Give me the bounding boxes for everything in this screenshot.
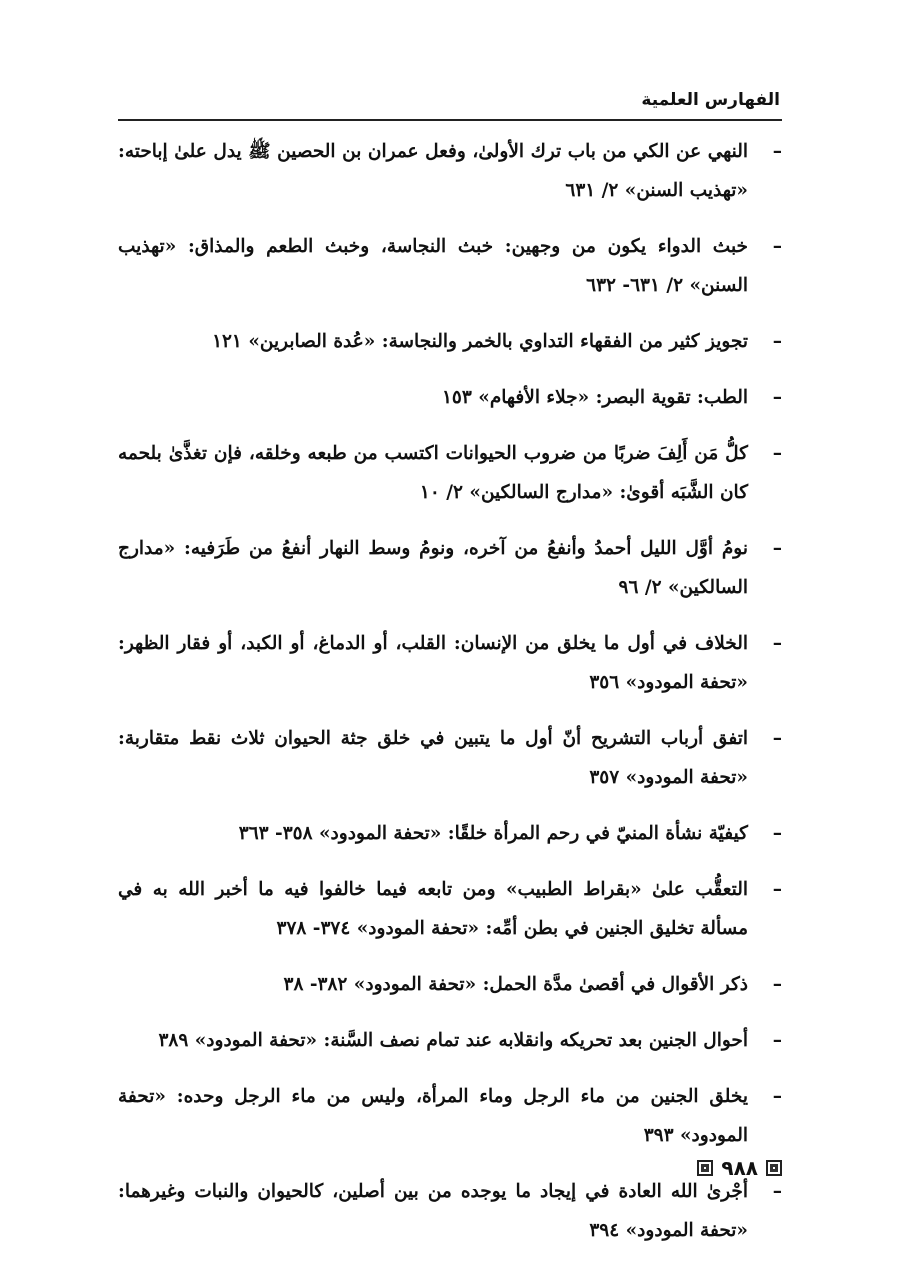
entry-dash: – xyxy=(772,633,782,654)
header-rule xyxy=(118,119,782,121)
entry-text: ذكر الأقوال في أقصىٰ مدَّة الحمل: «تحفة المودود» ٣٨٢- ٣٨ xyxy=(283,974,748,995)
index-entry xyxy=(118,227,782,305)
index-entry xyxy=(118,529,782,607)
running-head-title: الفهارس العلمية xyxy=(641,90,780,110)
index-entry xyxy=(118,322,782,361)
entry-dash: – xyxy=(772,141,782,162)
entry-text: اتفق أرباب التشريح أنّ أول ما يتبين في خلق جثة الحيوان ثلاث نقط متقاربة: «تحفة المودود» ٣٥٧ xyxy=(118,728,748,788)
entry-text: النهي عن الكي من باب ترك الأولىٰ، وفعل عمران بن الحصين ﷺ يدل علىٰ إباحته: «تهذيب السنن» ٢/ ٦٣١ xyxy=(118,141,749,201)
entry-text: تجويز كثير من الفقهاء التداوي بالخمر والنجاسة: «عُدة الصابرين» ١٢١ xyxy=(212,331,748,352)
ornament-icon xyxy=(697,1160,713,1176)
entry-dash: – xyxy=(772,387,782,408)
entry-dash: – xyxy=(772,728,782,749)
index-entry xyxy=(118,1077,782,1155)
entry-text: كلُّ مَن أَلِفَ ضربًا من ضروب الحيوانات اكتسب من طبعه وخلقه، فإن تغذَّىٰ بلحمه كان الشَّبَه أقوىٰ: «مدارج السالكين» ٢/ ١٠ xyxy=(118,443,748,503)
page-footer xyxy=(697,1156,782,1180)
index-entry xyxy=(118,378,782,417)
index-entry xyxy=(118,1172,782,1250)
entry-dash: – xyxy=(772,879,782,900)
entry-text: نومُ أوَّل الليل أحمدُ وأنفعُ من آخره، ونومُ وسط النهار أنفعُ من طَرَفيه: «مدارج السالكين» ٢/ ٩٦ xyxy=(118,538,748,598)
entry-dash: – xyxy=(772,1030,782,1051)
page-number: ٩٨٨ xyxy=(721,1156,758,1180)
entry-text: كيفيّة نشأة المنيّ في رحم المرأة خلقًا: «تحفة المودود» ٣٥٨- ٣٦٣ xyxy=(238,823,748,844)
entry-dash: – xyxy=(772,1086,782,1107)
entry-dash: – xyxy=(772,1181,782,1202)
index-entry xyxy=(118,719,782,797)
entry-text: الخلاف في أول ما يخلق من الإنسان: القلب، أو الدماغ، أو الكبد، أو فقار الظهر: «تحفة المودود» ٣٥٦ xyxy=(118,633,748,693)
entry-text: أحوال الجنين بعد تحريكه وانقلابه عند تمام نصف السَّنة: «تحفة المودود» ٣٨٩ xyxy=(158,1030,748,1051)
index-entry xyxy=(118,965,782,1004)
entry-text: خبث الدواء يكون من وجهين: خبث النجاسة، وخبث الطعم والمذاق: «تهذيب السنن» ٢/ ٦٣١- ٦٣٢ xyxy=(118,236,748,296)
entry-dash: – xyxy=(772,823,782,844)
index-entry xyxy=(118,1021,782,1060)
index-entry xyxy=(118,624,782,702)
entry-dash: – xyxy=(772,331,782,352)
entry-dash: – xyxy=(772,443,782,464)
entry-dash: – xyxy=(772,974,782,995)
index-entry xyxy=(118,434,782,512)
index-entry xyxy=(118,870,782,948)
ornament-icon xyxy=(766,1160,782,1176)
index-entry xyxy=(118,132,782,210)
entry-text: يخلق الجنين من ماء الرجل وماء المرأة، وليس من ماء الرجل وحده: «تحفة المودود» ٣٩٣ xyxy=(118,1086,748,1146)
entry-text: الطب: تقوية البصر: «جلاء الأفهام» ١٥٣ xyxy=(442,387,748,408)
entry-dash: – xyxy=(772,538,782,559)
index-entry xyxy=(118,814,782,853)
index-entries-list xyxy=(118,132,782,1267)
entry-text: أجْرىٰ الله العادة في إيجاد ما يوجده من بين أصلين، كالحيوان والنبات وغيرهما: «تحفة المودود» ٣٩٤ xyxy=(118,1181,748,1241)
entry-dash: – xyxy=(772,236,782,257)
entry-text: التعقُّب علىٰ «بقراط الطبيب» ومن تابعه فيما خالفوا فيه ما أخبر الله به في مسألة تخليق الجنين في بطن أمِّه: «تحفة المودود» ٣٧٤- ٣٧٨ xyxy=(118,879,748,939)
